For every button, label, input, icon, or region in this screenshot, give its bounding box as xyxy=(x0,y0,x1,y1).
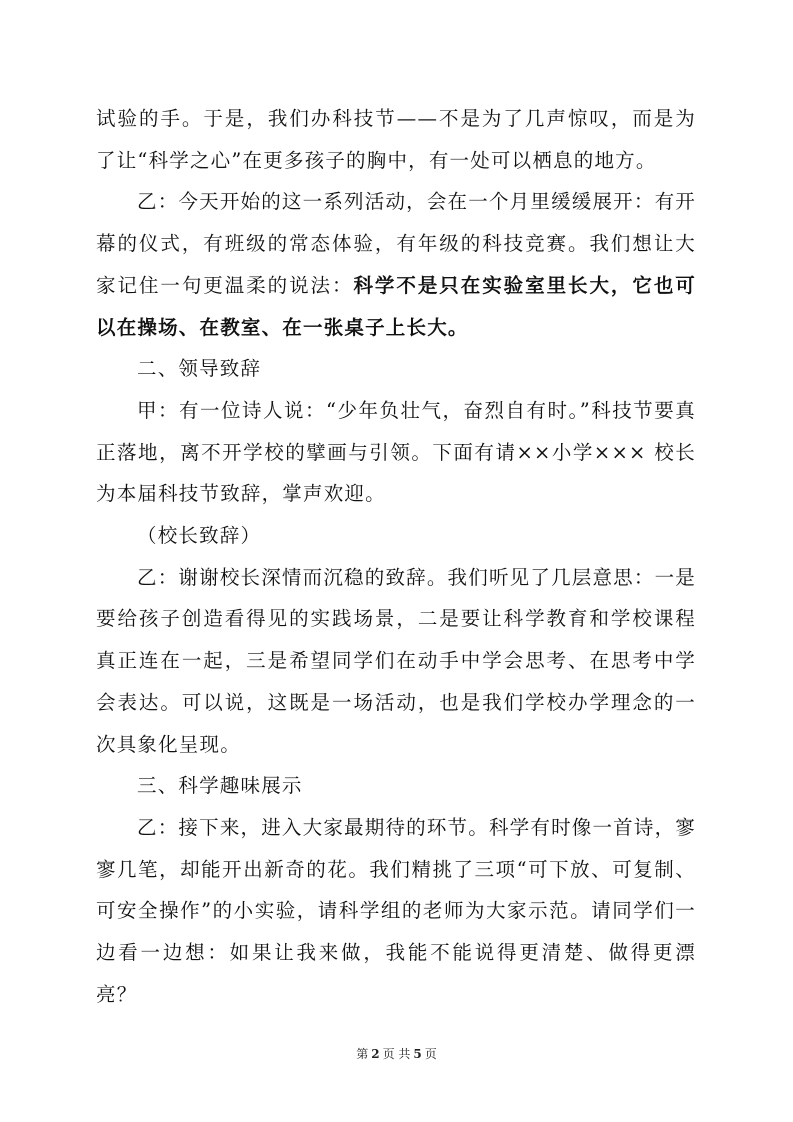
page-footer xyxy=(0,1045,793,1062)
footer-prefix: 第 xyxy=(356,1047,369,1061)
footer-page-total: 5 xyxy=(413,1047,422,1061)
paragraph-stage-direction: （校长致辞） xyxy=(137,524,262,548)
paragraph-experiments: 乙：接下来，进入大家最期待的环节。科学有时像一首诗，寥寥几笔，却能开出新奇的花。我们精挑了三项“可下放、可复制、可安全操作”的小实验，请科学组的老师为大家示范。请同学们一边看一边想：如果让我来做，我能不能说得更清楚、做得更漂亮？ xyxy=(96,815,696,1006)
paragraph-thanks: 乙：谢谢校长深情而沉稳的致辞。我们听见了几层意思：一是要给孩子创造看得见的实践场景，二是要让科学教育和学校课程真正连在一起，三是希望同学们在动手中学会思考、在思考中学会表达。可以说，这既是一场活动，也是我们学校办学理念的一次具象化呈现。 xyxy=(96,565,696,756)
section-heading-leader-speech: 二、领导致辞 xyxy=(137,357,262,381)
footer-middle: 页 共 xyxy=(382,1047,411,1061)
section-heading-science-show: 三、科学趣味展示 xyxy=(137,774,303,798)
document-body xyxy=(96,98,696,1015)
emphasis-text: 科学不是只在实验室里长大，它也可以在操场、在教室、在一张桌子上长大。 xyxy=(96,273,696,339)
footer-suffix: 页 xyxy=(424,1047,437,1061)
paragraph-text: 乙：今天开始的这一系列活动，会在一个月里缓缓展开：有开幕的仪式，有班级的常态体验，有年级的科技竞赛。我们想让大家记住一句更温柔的说法： xyxy=(96,190,696,297)
paragraph-continuation: 试验的手。于是，我们办科技节——不是为了几声惊叹，而是为了让“科学之心”在更多孩子的胸中，有一处可以栖息的地方。 xyxy=(96,107,696,172)
paragraph-activity-intro xyxy=(96,181,696,348)
footer-page-current: 2 xyxy=(371,1047,380,1061)
paragraph-leader-invite: 甲：有一位诗人说：“少年负壮气，奋烈自有时。”科技节要真正落地，离不开学校的擘画与引领。下面有请××小学××× 校长为本届科技节致辞，掌声欢迎。 xyxy=(96,398,696,506)
